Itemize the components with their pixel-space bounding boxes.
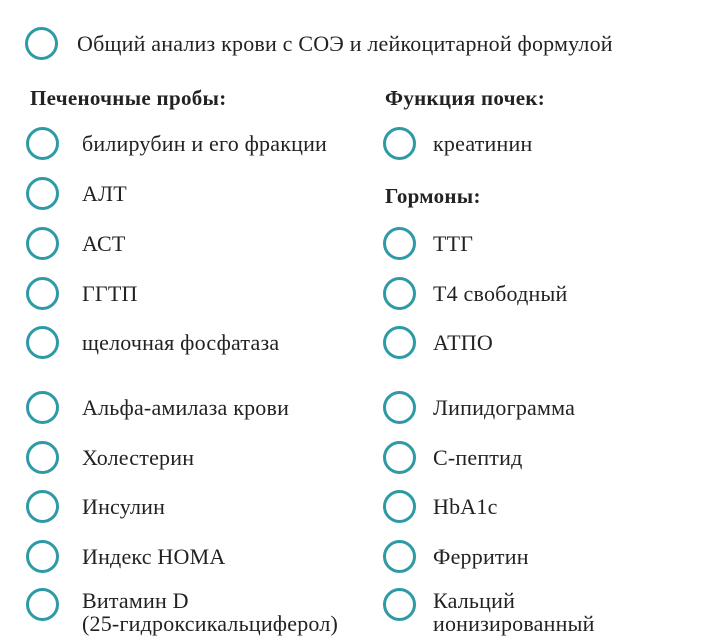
checkbox-label: Кальций ионизированный bbox=[433, 588, 595, 637]
checkbox-item-free-t4[interactable] bbox=[383, 277, 567, 310]
checkbox-item-creatinine[interactable] bbox=[383, 127, 532, 160]
section-heading-hormones: Гормоны: bbox=[385, 184, 481, 208]
checkbox-circle-icon[interactable] bbox=[26, 588, 59, 621]
checkbox-item-ggtp[interactable] bbox=[26, 277, 138, 310]
checkbox-circle-icon[interactable] bbox=[383, 326, 416, 359]
checkbox-label: ГГТП bbox=[82, 280, 138, 306]
checkbox-label: креатинин bbox=[433, 130, 533, 156]
checkbox-item-tsh[interactable] bbox=[383, 227, 473, 260]
checkbox-label: Т4 свободный bbox=[433, 280, 568, 306]
checkbox-circle-icon[interactable] bbox=[26, 540, 59, 573]
checkbox-item-insulin[interactable] bbox=[26, 490, 165, 523]
checkbox-circle-icon[interactable] bbox=[26, 391, 59, 424]
checkbox-circle-icon[interactable] bbox=[383, 391, 416, 424]
checkbox-item-alt[interactable] bbox=[26, 177, 127, 210]
checkbox-item-vitamin-d[interactable] bbox=[26, 588, 338, 635]
checkbox-label: Холестерин bbox=[82, 444, 195, 470]
checkbox-circle-icon[interactable] bbox=[26, 177, 59, 210]
checkbox-circle-icon[interactable] bbox=[383, 441, 416, 474]
checkbox-label: АТПО bbox=[433, 329, 493, 355]
checkbox-label: С-пептид bbox=[433, 444, 523, 470]
checkbox-circle-icon[interactable] bbox=[26, 277, 59, 310]
checkbox-item-alpha-amylase[interactable] bbox=[26, 391, 289, 424]
checkbox-label: АСТ bbox=[82, 230, 126, 256]
checkbox-circle-icon[interactable] bbox=[383, 127, 416, 160]
checkbox-label: Липидограмма bbox=[433, 394, 576, 420]
checkbox-item-ionized-calcium[interactable] bbox=[383, 588, 595, 635]
checkbox-label: билирубин и его фракции bbox=[82, 130, 328, 156]
checkbox-circle-icon[interactable] bbox=[25, 27, 58, 60]
checkbox-label: АЛТ bbox=[82, 180, 127, 206]
checkbox-item-atpo[interactable] bbox=[383, 326, 493, 359]
checkbox-circle-icon[interactable] bbox=[383, 227, 416, 260]
checkbox-item-cholesterol[interactable] bbox=[26, 441, 194, 474]
checkbox-circle-icon[interactable] bbox=[26, 227, 59, 260]
checkbox-label: Ферритин bbox=[433, 543, 529, 569]
section-heading-liver-tests: Печеночные пробы: bbox=[30, 86, 227, 110]
checkbox-label: Общий анализ крови с СОЭ и лейкоцитарной формулой bbox=[77, 30, 613, 56]
checkbox-item-general-blood-test[interactable] bbox=[25, 27, 613, 60]
checkbox-item-ast[interactable] bbox=[26, 227, 126, 260]
checkbox-circle-icon[interactable] bbox=[26, 127, 59, 160]
section-heading-kidney-function: Функция почек: bbox=[385, 86, 546, 110]
checkbox-item-homa-index[interactable] bbox=[26, 540, 225, 573]
checkbox-item-c-peptide[interactable] bbox=[383, 441, 523, 474]
checkbox-circle-icon[interactable] bbox=[383, 540, 416, 573]
checkbox-label: Альфа-амилаза крови bbox=[82, 394, 290, 420]
checkbox-label: Витамин D (25-гидроксикальциферол) bbox=[82, 588, 339, 637]
checkbox-label: HbA1c bbox=[433, 493, 498, 519]
checkbox-circle-icon[interactable] bbox=[383, 490, 416, 523]
checkbox-item-alkaline-phosphatase[interactable] bbox=[26, 326, 279, 359]
checkbox-label: Инсулин bbox=[82, 493, 166, 519]
checkbox-label: щелочная фосфатаза bbox=[82, 329, 280, 355]
checkbox-item-lipidogram[interactable] bbox=[383, 391, 575, 424]
checkbox-circle-icon[interactable] bbox=[26, 490, 59, 523]
checkbox-item-bilirubin[interactable] bbox=[26, 127, 327, 160]
checkbox-circle-icon[interactable] bbox=[383, 277, 416, 310]
checkbox-label: Индекс HOMA bbox=[82, 543, 226, 569]
checkbox-label: ТТГ bbox=[433, 230, 474, 256]
checkbox-circle-icon[interactable] bbox=[383, 588, 416, 621]
checkbox-circle-icon[interactable] bbox=[26, 441, 59, 474]
checkbox-item-ferritin[interactable] bbox=[383, 540, 529, 573]
checkbox-item-hba1c[interactable] bbox=[383, 490, 498, 523]
checkbox-circle-icon[interactable] bbox=[26, 326, 59, 359]
